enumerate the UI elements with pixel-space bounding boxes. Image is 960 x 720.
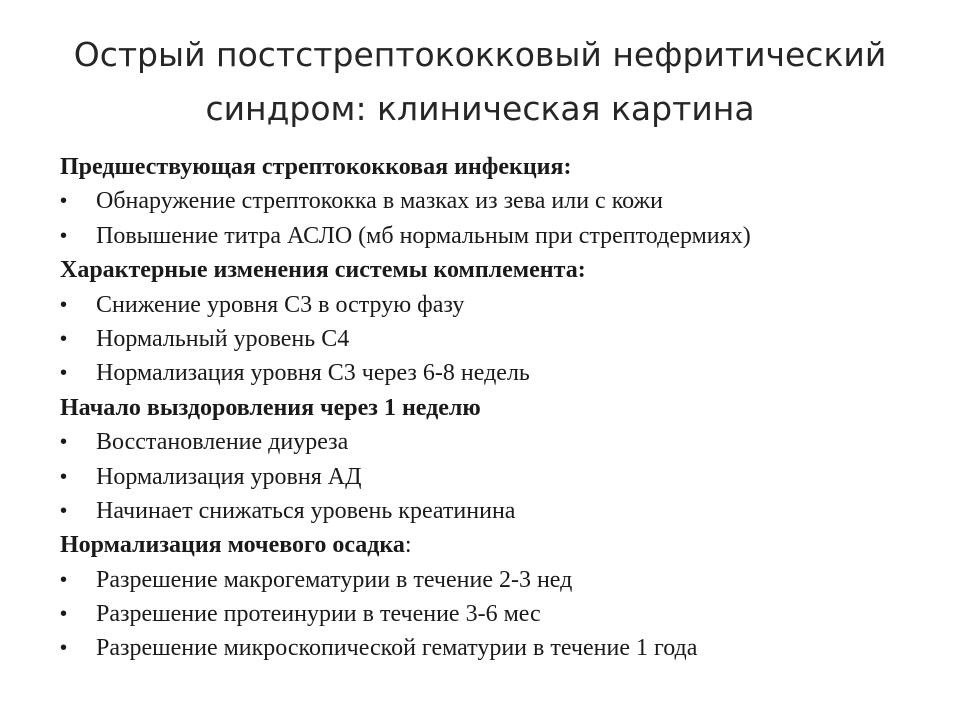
list-item-text: Снижение уровня С3 в острую фазу bbox=[96, 291, 465, 318]
list-item-text: Нормализация уровня С3 через 6-8 недель bbox=[96, 360, 530, 387]
section-heading-text: Предшествующая стрептококковая инфекция: bbox=[60, 154, 572, 180]
slide-body bbox=[60, 150, 940, 666]
section-heading-suffix: : bbox=[404, 532, 412, 559]
section-urinary-sediment bbox=[60, 528, 940, 666]
list-item-text: Повышение титра АСЛО (мб нормальным при стрептодермиях) bbox=[96, 222, 751, 249]
bullet-icon: • bbox=[60, 327, 68, 350]
section-heading bbox=[60, 253, 940, 287]
bullet-icon: • bbox=[60, 431, 68, 454]
bullet-icon: • bbox=[60, 190, 68, 213]
bullet-icon: • bbox=[60, 465, 68, 488]
bullet-icon: • bbox=[60, 499, 68, 522]
list-item bbox=[60, 460, 940, 494]
section-recovery-onset bbox=[60, 391, 940, 529]
bullet-icon: • bbox=[60, 224, 68, 247]
bullet-icon: • bbox=[60, 568, 68, 591]
list-item bbox=[60, 184, 940, 218]
title-line-1: Острый постстрептококковый нефритический bbox=[73, 35, 887, 74]
section-heading bbox=[60, 391, 940, 425]
list-item-text: Восстановление диуреза bbox=[96, 429, 349, 456]
list-item-text: Нормальный уровень С4 bbox=[96, 325, 350, 352]
list-item-text: Обнаружение стрептококка в мазках из зева или с кожи bbox=[96, 188, 663, 215]
bullet-icon: • bbox=[60, 603, 68, 626]
section-heading bbox=[60, 150, 940, 184]
list-item bbox=[60, 322, 940, 356]
section-heading bbox=[60, 528, 940, 562]
list-item bbox=[60, 563, 940, 597]
slide-title bbox=[40, 28, 920, 136]
list-item bbox=[60, 631, 940, 665]
bullet-icon: • bbox=[60, 637, 68, 660]
list-item bbox=[60, 425, 940, 459]
list-item-text: Начинает снижаться уровень креатинина bbox=[96, 497, 516, 524]
section-heading-text: Начало выздоровления через 1 неделю bbox=[60, 394, 481, 421]
section-heading-text: Характерные изменения системы комплемента: bbox=[60, 257, 586, 284]
section-heading-text: Нормализация мочевого осадка bbox=[60, 532, 405, 559]
list-item bbox=[60, 597, 940, 631]
list-item bbox=[60, 494, 940, 528]
list-item bbox=[60, 288, 940, 322]
title-line-2: синдром: клиническая картина bbox=[205, 89, 755, 128]
list-item-text: Нормализация уровня АД bbox=[96, 463, 362, 490]
bullet-icon: • bbox=[60, 293, 68, 316]
list-item-text: Разрешение протеинурии в течение 3-6 мес bbox=[96, 601, 541, 628]
list-item bbox=[60, 219, 940, 253]
section-complement-changes bbox=[60, 253, 940, 391]
bullet-icon: • bbox=[60, 362, 68, 385]
section-preceding-infection bbox=[60, 150, 940, 253]
list-item-text: Разрешение макрогематурии в течение 2-3 нед bbox=[96, 566, 573, 593]
list-item-text: Разрешение микроскопической гематурии в течение 1 года bbox=[96, 635, 698, 662]
list-item bbox=[60, 356, 940, 390]
